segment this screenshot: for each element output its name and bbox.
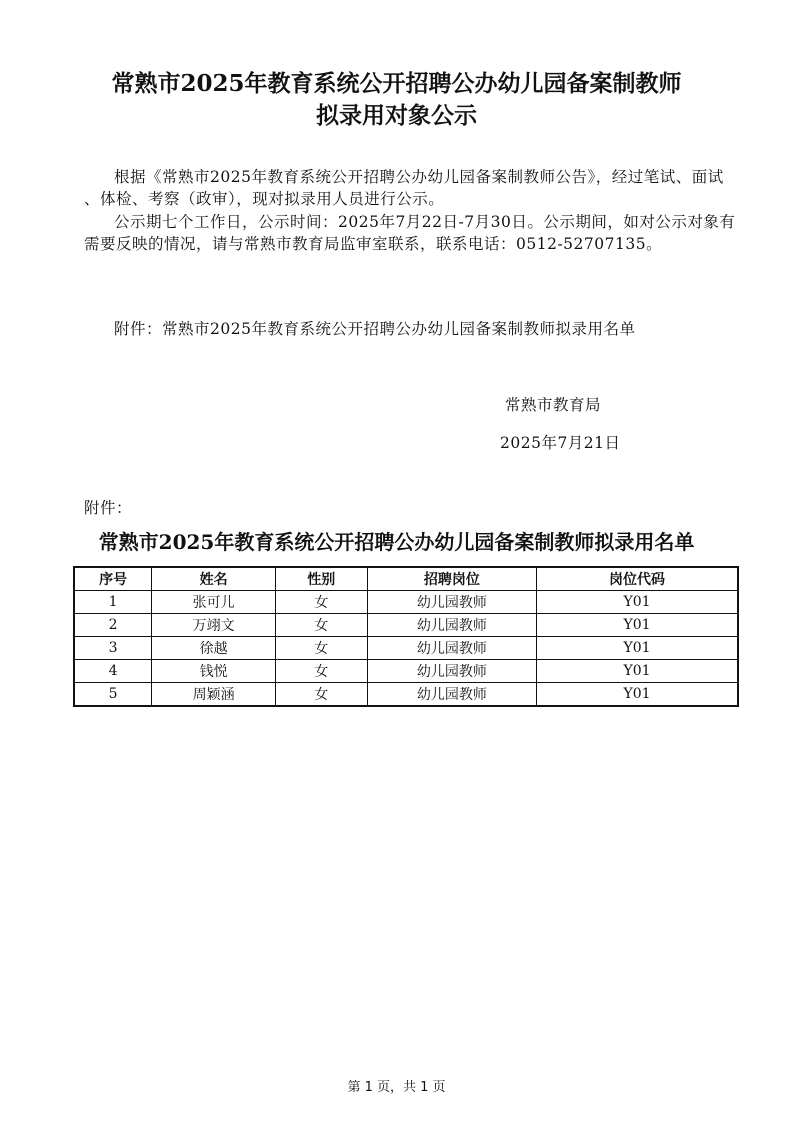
- cell-index: 4: [74, 660, 152, 683]
- document-title-line2: 拟录用对象公示: [316, 102, 477, 129]
- cell-position: 幼儿园教师: [367, 683, 536, 707]
- issuer-name: 常熟市教育局: [505, 396, 602, 414]
- cell-gender: 女: [275, 683, 367, 707]
- table-row: [74, 683, 738, 707]
- paragraph-notice-period: [84, 211, 744, 255]
- cell-position-code: Y01: [537, 614, 738, 637]
- paragraph-basis: [84, 166, 744, 210]
- cell-gender: 女: [275, 637, 367, 660]
- table-row: [74, 614, 738, 637]
- cell-position-code: Y01: [537, 683, 738, 707]
- cell-index: 2: [74, 614, 152, 637]
- table-row: [74, 591, 738, 614]
- paragraph-notice-period-text: 公示期七个工作日，公示时间：2025年7月22日-7月30日。公示期间，如对公示对象有需要反映的情况，请与常熟市教育局监审室联系，联系电话：0512-52707135。: [84, 213, 736, 253]
- cell-gender: 女: [275, 660, 367, 683]
- cell-position-code: Y01: [537, 637, 738, 660]
- issue-date: 2025年7月21日: [500, 434, 621, 452]
- cell-index: 3: [74, 637, 152, 660]
- cell-gender: 女: [275, 591, 367, 614]
- hiring-list-table: [73, 566, 739, 707]
- page-footer: 第 1 页，共 1 页: [347, 1080, 446, 1095]
- cell-position: 幼儿园教师: [367, 637, 536, 660]
- cell-name: 万翊文: [152, 614, 276, 637]
- header-index: 序号: [74, 567, 152, 591]
- cell-position-code: Y01: [537, 591, 738, 614]
- cell-position: 幼儿园教师: [367, 660, 536, 683]
- header-position-code: 岗位代码: [537, 567, 738, 591]
- header-position: 招聘岗位: [367, 567, 536, 591]
- table-header-row: [74, 567, 738, 591]
- cell-position: 幼儿园教师: [367, 591, 536, 614]
- cell-name: 钱悦: [152, 660, 276, 683]
- cell-position: 幼儿园教师: [367, 614, 536, 637]
- attachment-label: 附件：: [84, 499, 133, 517]
- cell-index: 1: [74, 591, 152, 614]
- list-title: 常熟市2025年教育系统公开招聘公办幼儿园备案制教师拟录用名单: [98, 530, 695, 554]
- cell-gender: 女: [275, 614, 367, 637]
- cell-name: 周颖涵: [152, 683, 276, 707]
- paragraph-basis-text: 根据《常熟市2025年教育系统公开招聘公办幼儿园备案制教师公告》，经过笔试、面试 、体检、考察（政审），现对拟录用人员进行公示。: [84, 168, 724, 208]
- cell-position-code: Y01: [537, 660, 738, 683]
- header-gender: 性别: [275, 567, 367, 591]
- header-name: 姓名: [152, 567, 276, 591]
- cell-index: 5: [74, 683, 152, 707]
- cell-name: 徐越: [152, 637, 276, 660]
- cell-name: 张可儿: [152, 591, 276, 614]
- table-row: [74, 660, 738, 683]
- document-title-line1: 常熟市2025年教育系统公开招聘公办幼儿园备案制教师: [111, 70, 682, 97]
- table-row: [74, 637, 738, 660]
- attachment-note: 附件：常熟市2025年教育系统公开招聘公办幼儿园备案制教师拟录用名单: [114, 320, 636, 338]
